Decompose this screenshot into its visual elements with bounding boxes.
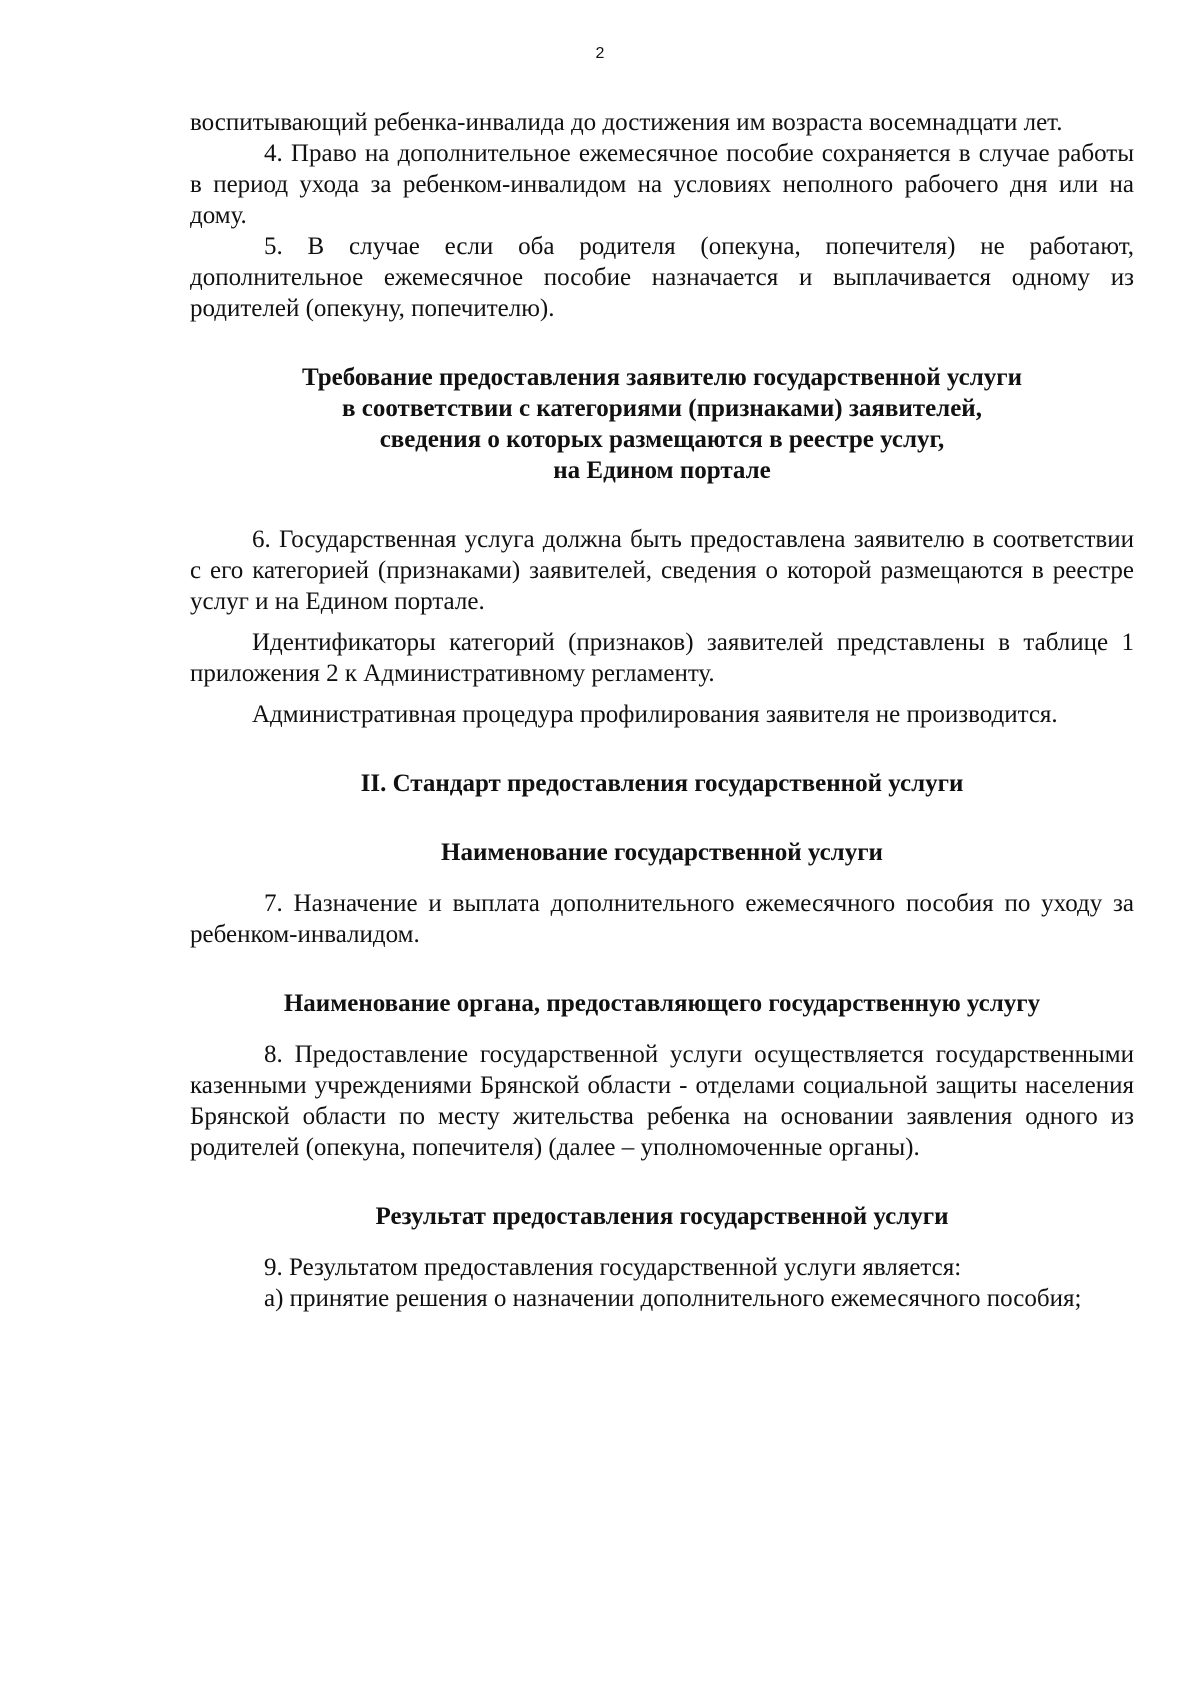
paragraph-4: 4. Право на дополнительное ежемесячное пособие сохраняется в случае работы в период ухода за ребенком-инвалидом на условиях неполного рабочего дня или на дому. (190, 140, 1134, 229)
paragraph-admin-procedure: Административная процедура профилирования заявителя не производится. (252, 701, 1058, 728)
heading-requirements (190, 362, 1134, 486)
page-number: 2 (595, 45, 605, 62)
heading-section-2: II. Стандарт предоставления государственной услуги (360, 770, 964, 797)
heading-requirements-line-4: на Едином портале (553, 457, 771, 484)
paragraph-9: 9. Результатом предоставления государственной услуги является: (264, 1254, 962, 1281)
paragraph-7: 7. Назначение и выплата дополнительного ежемесячного пособия по уходу за ребенком-инвалидом. (190, 890, 1134, 948)
paragraph-6: 6. Государственная услуга должна быть предоставлена заявителю в соответствии с его категорией (признаками) заявителей, сведения о которой размещаются в реестре услуг и на Едином портале. (190, 526, 1134, 615)
heading-requirements-line-1: Требование предоставления заявителю государственной услуги (302, 364, 1022, 391)
paragraph-8: 8. Предоставление государственной услуги осуществляется государственными казенными учреждениями Брянской области - отделами социальной защиты населения Брянской области по месту жительства ребенка на основании заявления одного из родителей (опекуна, попечителя) (далее – уполномоченные органы). (190, 1041, 1134, 1161)
paragraph-9a: а) принятие решения о назначении дополнительного ежемесячного пособия; (264, 1285, 1082, 1312)
document-body (190, 107, 1134, 1314)
paragraph-intro: воспитывающий ребенка-инвалида до достижения им возраста восемнадцати лет. (190, 109, 1063, 136)
paragraph-identifiers: Идентификаторы категорий (признаков) заявителей представлены в таблице 1 приложения 2 к Административному регламенту. (190, 629, 1134, 687)
paragraph-5: 5. В случае если оба родителя (опекуна, попечителя) не работают, дополнительное ежемесячное пособие назначается и выплачивается одному из родителей (опекуну, попечителю). (190, 233, 1134, 322)
heading-requirements-line-2: в соответствии с категориями (признаками) заявителей, (342, 395, 982, 422)
heading-requirements-line-3: сведения о которых размещаются в реестре услуг, (379, 426, 945, 453)
heading-service-name: Наименование государственной услуги (441, 839, 883, 866)
heading-organ: Наименование органа, предоставляющего государственную услугу (283, 990, 1041, 1017)
heading-result: Результат предоставления государственной услуги (375, 1203, 949, 1230)
